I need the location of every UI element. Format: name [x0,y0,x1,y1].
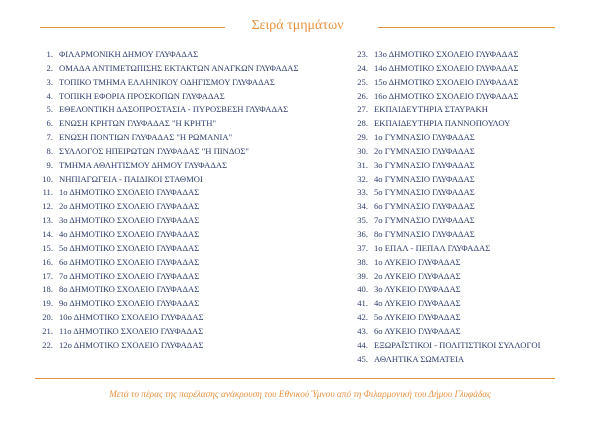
list-item-text: 4ο ΛΥΚΕΙΟ ΓΛΥΦΑΔΑΣ [374,298,461,309]
list-item-number: 5. [46,104,53,115]
list-item [348,62,588,76]
list-item-text: ΤΟΠΙΚΗ ΕΦΟΡΙΑ ΠΡΟΣΚΟΠΩΝ ΓΛΥΦΑΔΑΣ [59,90,225,101]
title-rule-right [378,27,555,28]
list-item-number: 1. [46,49,53,59]
list-item-text: 3ο ΛΥΚΕΙΟ ΓΛΥΦΑΔΑΣ [374,284,461,295]
list-item [348,131,588,145]
list-item [348,353,588,367]
list-item-text: 2ο ΓΥΜΝΑΣΙΟ ΓΛΥΦΑΔΑΣ [374,145,475,156]
list-item-text: 8ο ΔΗΜΟΤΙΚΟ ΣΧΟΛΕΙΟ ΓΛΥΦΑΔΑΣ [59,284,200,295]
list-item-number: 28. [357,118,368,129]
list-item-text: 8ο ΓΥΜΝΑΣΙΟ ΓΛΥΦΑΔΑΣ [374,228,475,239]
list-item [33,145,333,159]
list-item-text: 16ο ΔΗΜΟΤΙΚΟ ΣΧΟΛΕΙΟ ΓΛΥΦΑΔΑΣ [374,90,519,101]
list-item-number: 33. [357,187,368,198]
list-item [348,145,588,159]
list-item-number: 42. [357,312,368,323]
list-item-number: 20. [42,312,53,323]
list-item-text: ΤΜΗΜΑ ΑΘΛΗΤΙΣΜΟΥ ΔΗΜΟΥ ΓΛΥΦΑΔΑΣ [59,159,228,170]
list-item [33,228,333,242]
list-item [33,311,333,325]
list-item-text: 5ο ΓΥΜΝΑΣΙΟ ΓΛΥΦΑΔΑΣ [374,187,475,198]
list-item-number: 26. [357,90,368,101]
list-item [348,103,588,117]
list-item-number: 27. [357,104,368,115]
list-item-number: 31. [357,159,368,170]
list-item-number: 29. [357,132,368,143]
list-item-number: 41. [357,298,368,309]
list-item [348,311,588,325]
list-item-number: 34. [357,201,368,212]
list-item-number: 4. [46,90,53,101]
list-item-number: 38. [357,256,368,267]
list-item [33,159,333,173]
list-item-number: 30. [357,145,368,156]
order-list-right [348,48,588,366]
list-item [33,76,333,90]
list-item [33,270,333,284]
list-item-number: 25. [357,76,368,87]
list-item [33,62,333,76]
list-item [348,200,588,214]
list-item-number: 43. [357,325,368,336]
list-item-text: 6ο ΔΗΜΟΤΙΚΟ ΣΧΟΛΕΙΟ ΓΛΥΦΑΔΑΣ [59,256,200,267]
list-item-number: 45. [357,353,368,364]
list-item-text: ΑΘΛΗΤΙΚΑ ΣΩΜΑΤΕΙΑ [374,353,465,364]
list-item [348,214,588,228]
list-item [348,48,588,62]
list-item-number: 3. [46,76,53,87]
list-item [348,297,588,311]
list-item-text: 2ο ΔΗΜΟΤΙΚΟ ΣΧΟΛΕΙΟ ΓΛΥΦΑΔΑΣ [59,201,200,212]
list-item [348,76,588,90]
list-item [348,159,588,173]
list-item-number: 39. [357,270,368,281]
list-item-number: 14. [42,228,53,239]
list-item-number: 12. [42,201,53,212]
list-item [33,339,333,353]
list-item-number: 32. [357,173,368,184]
list-item-text: 5ο ΔΗΜΟΤΙΚΟ ΣΧΟΛΕΙΟ ΓΛΥΦΑΔΑΣ [59,242,200,253]
list-item-text: 11ο ΔΗΜΟΤΙΚΟ ΣΧΟΛΕΙΟ ΓΛΥΦΑΔΑΣ [59,325,204,336]
list-item-number: 7. [46,132,53,143]
list-item [33,173,333,187]
list-item [348,339,588,353]
list-item-text: 3ο ΔΗΜΟΤΙΚΟ ΣΧΟΛΕΙΟ ΓΛΥΦΑΔΑΣ [59,215,200,226]
title-row [40,15,555,37]
footer-divider [35,378,555,379]
list-item-text: ΕΝΩΣΗ ΚΡΗΤΩΝ ΓΛΥΦΑΔΑΣ "Η ΚΡΗΤΗ" [59,118,216,129]
list-item [33,131,333,145]
list-item [33,256,333,270]
list-item-number: 17. [42,270,53,281]
list-item [348,283,588,297]
list-item [33,48,333,62]
list-item-text: 13ο ΔΗΜΟΤΙΚΟ ΣΧΟΛΕΙΟ ΓΛΥΦΑΔΑΣ [374,49,519,59]
list-item-text: ΕΚΠΑΙΔΕΥΤΗΡΙΑ ΠΑΝΝΟΠΟΥΛΟΥ [374,118,511,129]
list-item [348,242,588,256]
list-item-text: 1ο ΕΠΑΛ - ΠΕΠΑΛ ΓΛΥΦΑΔΑΣ [374,242,491,253]
list-item-number: 21. [42,325,53,336]
list-item [348,325,588,339]
list-item-number: 44. [357,339,368,350]
list-item [33,103,333,117]
list-item [33,297,333,311]
list-item [33,325,333,339]
list-item-text: 5ο ΛΥΚΕΙΟ ΓΛΥΦΑΔΑΣ [374,312,461,323]
list-item [348,228,588,242]
list-item-text: 6ο ΓΥΜΝΑΣΙΟ ΓΛΥΦΑΔΑΣ [374,201,475,212]
list-item-number: 35. [357,215,368,226]
list-item-text: ΟΜΑΔΑ ΑΝΤΙΜΕΤΩΠΙΣΗΣ ΕΚΤΑΚΤΩΝ ΑΝΑΓΚΩΝ ΓΛΥΦΑΔΑΣ [59,62,299,73]
list-item-text: ΣΥΛΛΟΓΟΣ ΗΠΕΙΡΩΤΩΝ ΓΛΥΦΑΔΑΣ "Η ΠΙΝΔΟΣ" [59,145,249,156]
list-item [348,270,588,284]
list-item-text: 1ο ΓΥΜΝΑΣΙΟ ΓΛΥΦΑΔΑΣ [374,132,475,143]
list-item-text: ΤΟΠΙΚΟ ΤΜΗΜΑ ΕΛΛΗΝΙΚΟΥ ΟΔΗΓΙΣΜΟΥ ΓΛΥΦΑΔΑΣ [59,76,275,87]
list-item-text: ΕΚΠΑΙΔΕΥΤΗΡΙΑ ΣΤΑΥΡΑΚΗ [374,104,488,115]
list-item [33,242,333,256]
list-item-number: 19. [42,298,53,309]
list-item-number: 36. [357,228,368,239]
list-item-number: 8. [46,145,53,156]
list-item-text: ΝΗΠΙΑΓΩΓΕΙΑ - ΠΑΙΔΙΚΟΙ ΣΤΑΘΜΟΙ [59,173,203,184]
list-item-number: 9. [46,159,53,170]
list-item-number: 11. [42,187,53,198]
list-item-number: 22. [42,339,53,350]
page-title: Σειρά τμημάτων [251,18,344,33]
order-list-left [33,48,333,353]
list-item-number: 24. [357,62,368,73]
list-item-text: ΦΙΛΑΡΜΟΝΙΚΗ ΔΗΜΟΥ ΓΛΥΦΑΔΑΣ [59,49,199,59]
list-item-text: 6ο ΛΥΚΕΙΟ ΓΛΥΦΑΔΑΣ [374,325,461,336]
list-item-number: 40. [357,284,368,295]
list-item-number: 6. [46,118,53,129]
list-item-number: 10. [42,173,53,184]
list-item-text: 1ο ΛΥΚΕΙΟ ΓΛΥΦΑΔΑΣ [374,256,461,267]
footer-note: Μετά το πέρας της παρέλασης ανάκρουση του Εθνικού Ύμνου από τη Φιλαρμονική του Δήμου Γλυφάδας [109,390,491,400]
list-item-text: 10ο ΔΗΜΟΤΙΚΟ ΣΧΟΛΕΙΟ ΓΛΥΦΑΔΑΣ [59,312,204,323]
list-item-number: 13. [42,215,53,226]
list-item [33,200,333,214]
list-item-text: 15ο ΔΗΜΟΤΙΚΟ ΣΧΟΛΕΙΟ ΓΛΥΦΑΔΑΣ [374,76,519,87]
list-item-number: 15. [42,242,53,253]
list-item [33,214,333,228]
list-item [348,117,588,131]
list-item-text: ΕΝΩΣΗ ΠΟΝΤΙΩΝ ΓΛΥΦΑΔΑΣ "Η ΡΩΜΑΝΙΑ" [59,132,233,143]
list-item-number: 16. [42,256,53,267]
list-item-number: 37. [357,242,368,253]
list-item-text: 9ο ΔΗΜΟΤΙΚΟ ΣΧΟΛΕΙΟ ΓΛΥΦΑΔΑΣ [59,298,200,309]
list-item [33,90,333,104]
list-item [348,173,588,187]
list-item [348,90,588,104]
list-item-text: 2ο ΛΥΚΕΙΟ ΓΛΥΦΑΔΑΣ [374,270,461,281]
list-item-text: 7ο ΔΗΜΟΤΙΚΟ ΣΧΟΛΕΙΟ ΓΛΥΦΑΔΑΣ [59,270,200,281]
list-item [33,186,333,200]
list-item-text: 12ο ΔΗΜΟΤΙΚΟ ΣΧΟΛΕΙΟ ΓΛΥΦΑΔΑΣ [59,339,204,350]
list-item [33,283,333,297]
list-item [33,117,333,131]
list-item [348,186,588,200]
list-item [348,256,588,270]
list-item-number: 18. [42,284,53,295]
list-item-text: 3ο ΓΥΜΝΑΣΙΟ ΓΛΥΦΑΔΑΣ [374,159,475,170]
list-item-text: 4ο ΓΥΜΝΑΣΙΟ ΓΛΥΦΑΔΑΣ [374,173,475,184]
list-item-text: ΕΘΕΛΟΝΤΙΚΗ ΔΑΣΟΠΡΟΣΤΑΣΙΑ - ΠΥΡΟΣΒΕΣΗ ΓΛΥΦΑΔΑΣ [59,104,289,115]
list-item-number: 23. [357,49,368,59]
list-item-text: ΕΞΩΡΑΪΣΤΙΚΟΙ - ΠΟΛΙΤΙΣΤΙΚΟΙ ΣΥΛΛΟΓΟΙ [374,339,541,350]
list-item-text: 7ο ΓΥΜΝΑΣΙΟ ΓΛΥΦΑΔΑΣ [374,215,475,226]
list-item-text: 14ο ΔΗΜΟΤΙΚΟ ΣΧΟΛΕΙΟ ΓΛΥΦΑΔΑΣ [374,62,519,73]
list-item-number: 2. [46,62,53,73]
list-item-text: 1ο ΔΗΜΟΤΙΚΟ ΣΧΟΛΕΙΟ ΓΛΥΦΑΔΑΣ [59,187,200,198]
list-item-text: 4ο ΔΗΜΟΤΙΚΟ ΣΧΟΛΕΙΟ ΓΛΥΦΑΔΑΣ [59,228,200,239]
